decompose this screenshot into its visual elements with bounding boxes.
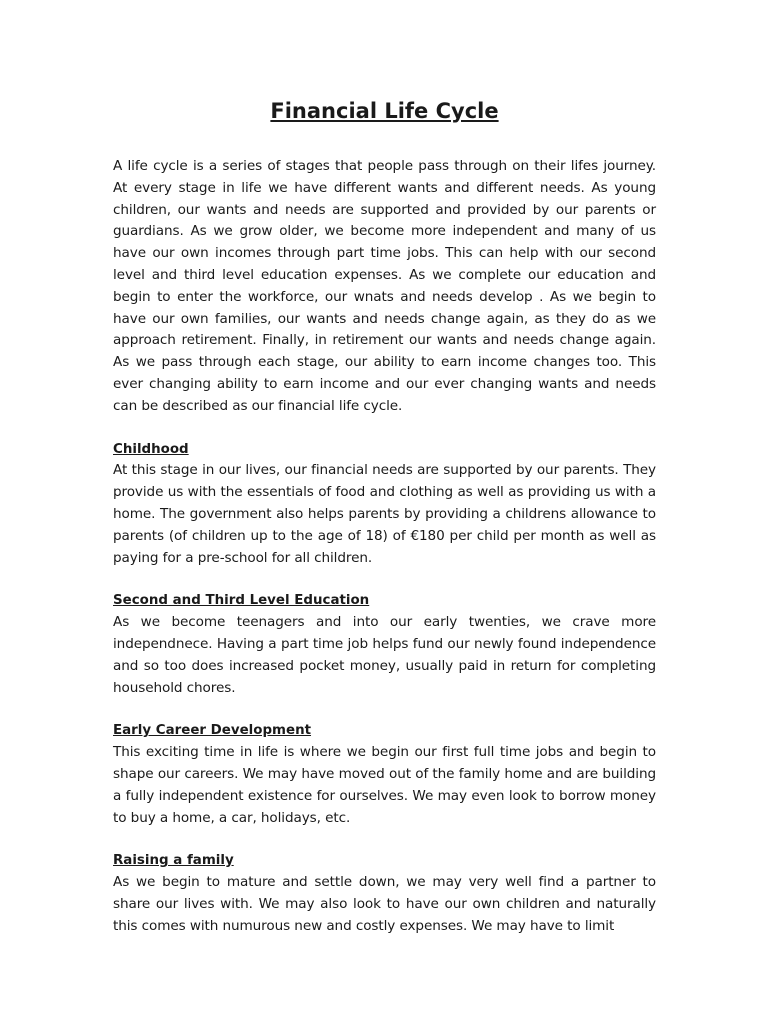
section-raising-family: [113, 850, 656, 937]
intro-paragraph: A life cycle is a series of stages that people pass through on their lifes journey. At every stage in life we have different wants and different needs. As young children, our wants and needs are supported and provided by our parents or guardians. As we grow older, we become more independent and many of us have our own incomes through part time jobs. This can help with our second level and third level education expenses. As we complete our education and begin to enter the workforce, our wnats and needs develop . As we begin to have our own families, our wants and needs change again, as they do as we approach retirement. Finally, in retirement our wants and needs change again. As we pass through each stage, our ability to earn income changes too. This ever changing ability to earn income and our ever changing wants and needs can be described as our financial life cycle.: [113, 158, 656, 414]
document-page: [113, 96, 656, 938]
section-body: At this stage in our lives, our financial needs are supported by our parents. They provide us with the essentials of food and clothing as well as providing us with a home. The government also helps parents by providing a childrens allowance to parents (of children up to the age of 18) of €180 per child per month as well as paying for a pre-school for all children.: [113, 462, 656, 566]
section-early-career: [113, 720, 656, 829]
section-body: This exciting time in life is where we begin our first full time jobs and begin to shape our careers. We may have moved out of the family home and are building a fully independent existence for ourselves. We may even look to borrow money to buy a home, a car, holidays, etc.: [113, 744, 656, 826]
section-body: As we become teenagers and into our early twenties, we crave more independnece. Having a part time job helps fund our newly found independence and so too does increased pocket money, usually paid in return for completing household chores.: [113, 614, 656, 696]
section-heading: Second and Third Level Education: [113, 593, 370, 609]
section-heading: Raising a family: [113, 853, 234, 869]
document-title: Financial Life Cycle: [270, 99, 499, 123]
section-body: As we begin to mature and settle down, we may very well find a partner to share our lives with. We may also look to have our own children and naturally this comes with numurous new and costly expenses. We may have to limit: [113, 874, 656, 934]
section-childhood: [113, 439, 656, 570]
section-education: [113, 590, 656, 699]
section-heading: Childhood: [113, 441, 189, 457]
section-heading: Early Career Development: [113, 723, 312, 739]
